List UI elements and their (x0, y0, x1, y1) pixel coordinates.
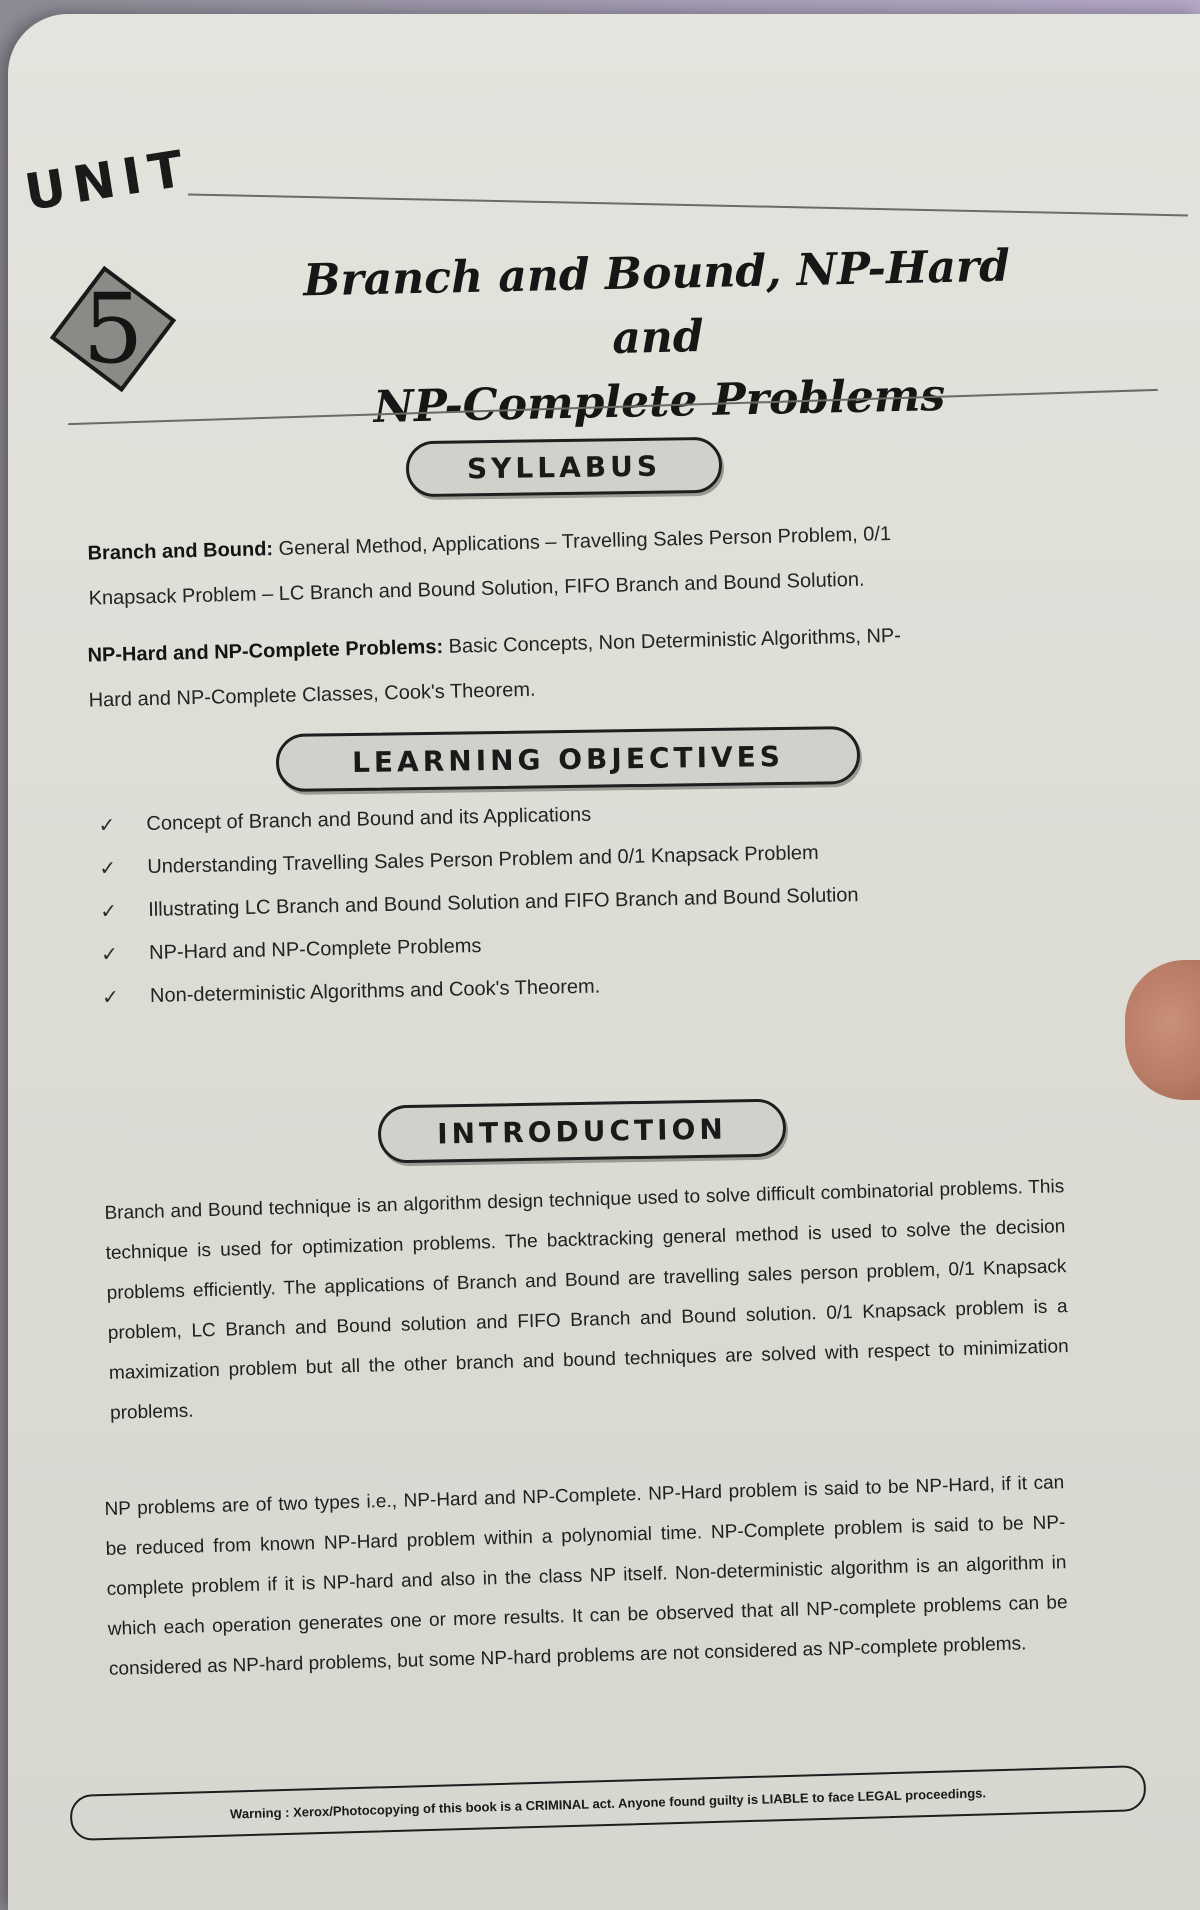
objectives-list (98, 785, 1002, 1019)
unit-label: UNIT (20, 138, 196, 222)
objective-text: Concept of Branch and Bound and its Applications (146, 803, 592, 835)
check-icon: ✓ (99, 857, 117, 880)
objective-text: NP-Hard and NP-Complete Problems (148, 935, 482, 964)
objective-text: Non-deterministic Algorithms and Cook's Theorem. (149, 975, 601, 1007)
syllabus-item-text: Basic Concepts, Non Deterministic Algorithms, NP- (442, 624, 902, 658)
check-icon: ✓ (101, 986, 120, 1009)
footer-warning: Warning : Xerox/Photocopying of this book is a CRIMINAL act. Anyone found guilty is LIABLE to face LEGAL proceedings. (70, 1765, 1147, 1841)
syllabus-item-text: Knapsack Problem – LC Branch and Bound Solution, FIFO Branch and Bound Solution. (88, 568, 865, 610)
introduction-heading: INTRODUCTION (378, 1098, 787, 1163)
syllabus-heading: SYLLABUS (406, 437, 723, 497)
intro-paragraph: NP problems are of two types i.e., NP-Hard and NP-Complete. NP-Hard problem is said to be NP-Hard, if it can be reduced from known NP-Hard problem within a polynomial time. NP-Complete problem is said to be NP-complete problem if it is NP-hard and also in the class NP itself. Non-deterministic algorithm is an algorithm in which each operation generates one or more results. It can be observed that all NP-complete problems can be considered as NP-hard problems, but some NP-hard problems are not considered as NP-complete problems. (104, 1472, 1068, 1680)
syllabus-item-text: Hard and NP-Complete Classes, Cook's Theorem. (88, 678, 536, 712)
intro-paragraph: Branch and Bound technique is an algorithm design technique used to solve difficult combinatorial problems. This technique is used for optimization problems. The backtracking general method is used to solve the decision problems efficiently. The applications of Branch and Bound are travelling sales person problem, 0/1 Knapsack problem, LC Branch and Bound solution and FIFO Branch and Bound solution. 0/1 Knapsack problem is a maximization problem but all the other branch and bound techniques are solved with respect to minimization problems. (104, 1176, 1069, 1424)
unit-number: 5 (82, 273, 144, 385)
check-icon: ✓ (100, 900, 118, 923)
syllabus-item-text: General Method, Applications – Travelling Sales Person Problem, 0/1 (272, 522, 892, 561)
chapter-title-line2: NP-Complete Problems (373, 370, 946, 433)
objective-text: Illustrating LC Branch and Bound Solution and FIFO Branch and Bound Solution (147, 884, 859, 921)
syllabus-item-label: NP-Hard and NP-Complete Problems: (87, 635, 444, 667)
check-icon: ✓ (100, 943, 119, 966)
syllabus-item (87, 610, 1039, 723)
book-page (8, 14, 1200, 1910)
objective-text: Understanding Travelling Sales Person Problem and 0/1 Knapsack Problem (147, 841, 819, 878)
check-icon: ✓ (98, 814, 116, 837)
learning-objectives-heading: LEARNING OBJECTIVES (276, 726, 861, 792)
syllabus-item-label: Branch and Bound: (87, 538, 274, 565)
syllabus-item (87, 508, 1039, 621)
title-rule-top (188, 194, 1188, 217)
chapter-title-line1: Branch and Bound, NP-Hard and (302, 240, 1011, 364)
chapter-title (256, 234, 1060, 443)
